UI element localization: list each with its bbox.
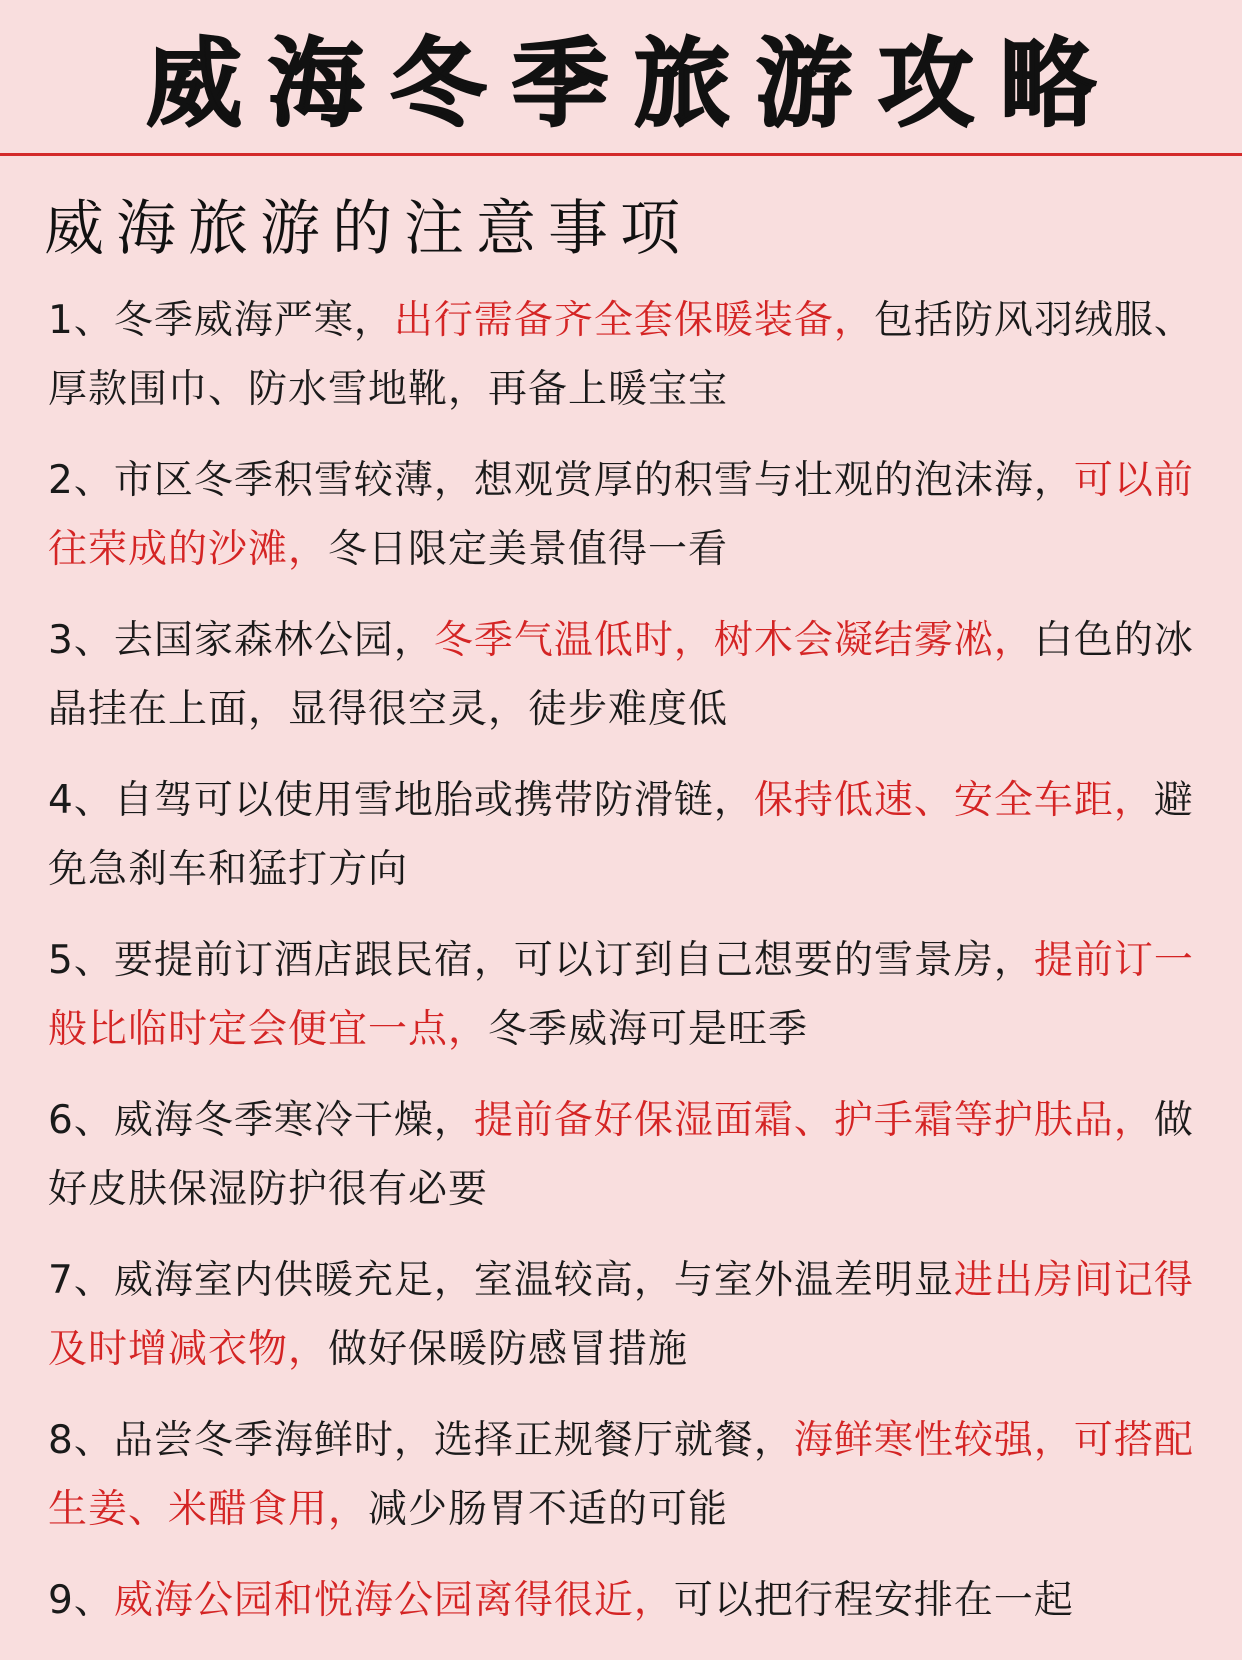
tip-text: 包括防风羽绒服、厚款围巾、防水雪地靴，再备上暖宝宝 [48, 298, 1194, 412]
tips-list [0, 286, 1208, 1635]
tip-item [48, 446, 1208, 584]
tip-highlight-text: 进出房间记得及时增减衣物， [48, 1258, 1194, 1372]
tip-text: 2、市区冬季积雪较薄，想观赏厚的积雪与壮观的泡沫海， [48, 458, 1074, 503]
tip-item [48, 286, 1208, 424]
section-heading: 威海旅游的注意事项 [44, 194, 692, 264]
tip-item [48, 1086, 1208, 1224]
tip-item [48, 606, 1208, 744]
tip-item [48, 926, 1208, 1064]
tip-highlight-text: 海鲜寒性较强，可搭配生姜、米醋食用， [48, 1418, 1194, 1532]
tip-text: 6、威海冬季寒冷干燥， [48, 1098, 474, 1143]
tip-text: 1、冬季威海严寒， [48, 298, 394, 343]
tip-highlight-text: 保持低速、安全车距， [753, 778, 1154, 823]
tip-text: 做好保暖防感冒措施 [328, 1327, 689, 1372]
tip-highlight-text: 出行需备齐全套保暖装备， [393, 298, 874, 343]
title-bar [0, 0, 1242, 156]
tip-text: 可以把行程安排在一起 [673, 1578, 1074, 1623]
tip-text: 做好皮肤保湿防护很有必要 [48, 1098, 1194, 1212]
tip-highlight-text: 威海公园和悦海公园离得很近， [113, 1578, 674, 1623]
tip-text: 7、威海室内供暖充足，室温较高，与室外温差明显 [48, 1258, 954, 1303]
tip-item [48, 1566, 1208, 1635]
tip-text: 8、品尝冬季海鲜时，选择正规餐厅就餐， [48, 1418, 794, 1463]
tip-text: 4、自驾可以使用雪地胎或携带防滑链， [48, 778, 754, 823]
tip-text: 5、要提前订酒店跟民宿，可以订到自己想要的雪景房， [48, 938, 1034, 983]
tip-item [48, 766, 1208, 904]
tip-text: 避免急刹车和猛打方向 [48, 778, 1194, 892]
tip-text: 3、去国家森林公园， [48, 618, 434, 663]
tip-text: 白色的冰晶挂在上面，显得很空灵，徒步难度低 [48, 618, 1194, 732]
tip-text: 减少肠胃不适的可能 [368, 1487, 729, 1532]
tip-highlight-text: 提前备好保湿面霜、护手霜等护肤品， [473, 1098, 1154, 1143]
tip-highlight-text: 冬季气温低时，树木会凝结雾凇， [433, 618, 1034, 663]
tip-item [48, 1406, 1208, 1544]
page-title: 威海冬季旅游攻略 [146, 28, 1122, 140]
tip-item [48, 1246, 1208, 1384]
tip-highlight-text: 可以前往荣成的沙滩， [48, 458, 1194, 572]
tip-text: 9、 [48, 1578, 114, 1623]
tip-highlight-text: 提前订一般比临时定会便宜一点， [48, 938, 1194, 1052]
tip-text: 冬季威海可是旺季 [488, 1007, 809, 1052]
tip-text: 冬日限定美景值得一看 [328, 527, 729, 572]
